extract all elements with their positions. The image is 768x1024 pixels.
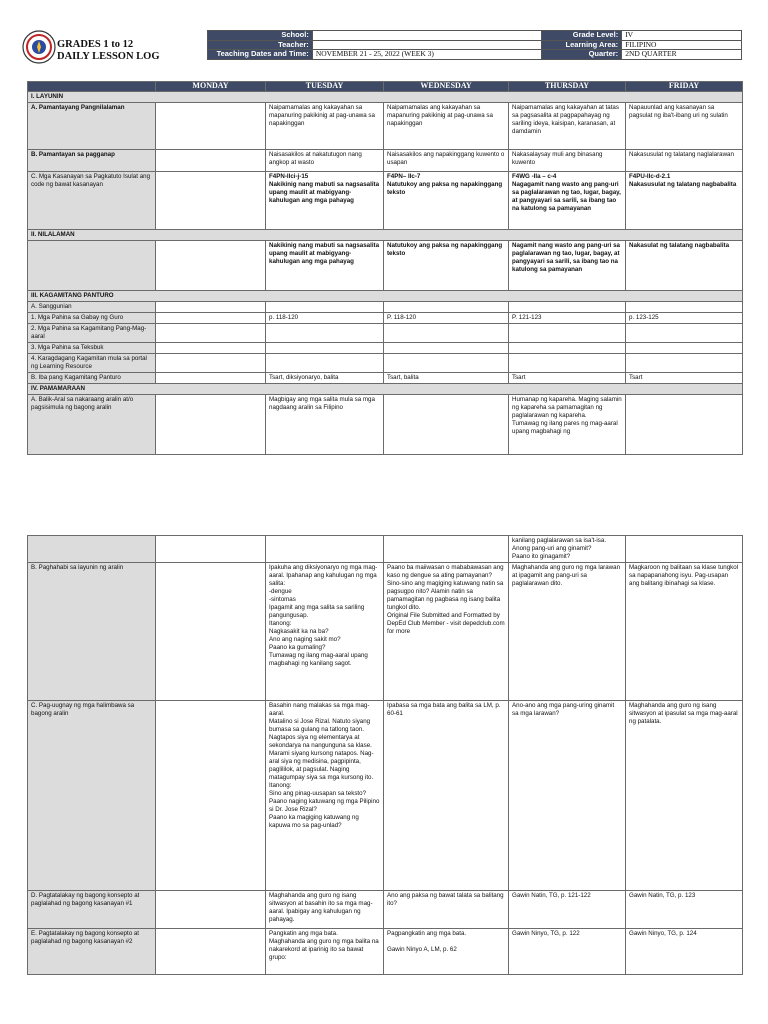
day-monday: MONDAY [156, 82, 266, 92]
quarter-value: 2ND QUARTER [622, 50, 742, 60]
row-label-iba-pang-kagamitan: B. Iba pang Kagamitang Panturo [28, 373, 156, 384]
deped-seal-icon [22, 30, 56, 64]
cell: Maghahanda ang guro ng isang sitwasyon at ipasulat sa mga mag-aaral ng patalata. [626, 701, 743, 891]
cell: Nakasalaysay muli ang binasang kuwento [509, 150, 626, 172]
cell [156, 536, 266, 563]
cell: Maghahanda ang guro ng mga larawan at ipagamit ang pang-uri sa paglalarawan dito. [509, 563, 626, 701]
cell: p. 118-120 [266, 313, 384, 324]
cell: Gawin Ninyo, TG, p. 124 [626, 929, 743, 975]
cell [156, 324, 266, 343]
cell: Basahin nang malakas sa mga mag-aaral. Matalino si Jose Rizal. Natuto siyang bumasa sa gulang na tatlong taon. Nagtapos siya ng elementarya at sekondarya na nangunguna sa klase. Marami siyang kursong natapos. Nag-aral siya ng medisina, pagpipinta, paglililok, at pagsulat. Naging matagumpay siya sa mga kursong ito. Itanong: Sino ang pinag-uusapan sa teksto? Paano naging katuwang ng mga Pilipino si Dr. Jose Rizal? Paano ka magiging katuwang ng kapuwa mo sa pag-unlad? [266, 701, 384, 891]
cell: Pagpangkatin ang mga bata. Gawin Ninyo A, LM, p. 62 [384, 929, 509, 975]
cell [156, 701, 266, 891]
cell [626, 536, 743, 563]
cell: Maghahanda ang guro ng isang sitwasyon at basahin ito sa mga mag-aaral. Ipabigay ang kahulugan ng pahayag. [266, 891, 384, 929]
cell [156, 373, 266, 384]
section-kagamitan: III. KAGAMITANG PANTURO [28, 291, 743, 302]
cell: P. 121-123 [509, 313, 626, 324]
cell [156, 395, 266, 455]
row-label-paghahabi: B. Paghahabi sa layunin ng aralin [28, 563, 156, 701]
cell: F4PN-IIci-j-15 Nakikinig nang mabuti sa nagsasalita upang maulit at mabigyang-kahulugan ang mga pahayag [266, 172, 384, 230]
area-value: FILIPINO [622, 40, 742, 50]
row-label-pagtatalakay-2: E. Pagtatalakay ng bagong konsepto at paglalahad ng bagong kasanayan #2 [28, 929, 156, 975]
teacher-label: Teacher: [208, 40, 313, 50]
row-label-learning-resource: 4. Karagdagang Kagamitan mula sa portal ng Learning Resource [28, 354, 156, 373]
cell: Magkaroon ng balitaan sa klase tungkol sa napapanahong isyu. Pag-usapan ang balitang ibinahagi sa klase. [626, 563, 743, 701]
row-label-kagamitang-mag-aaral: 2. Mga Pahina sa Kagamitang Pang-Mag-aaral [28, 324, 156, 343]
row-label-teksbuk: 3. Mga Pahina sa Teksbuk [28, 343, 156, 354]
row-label-pag-uugnay: C. Pag-uugnay ng mga halimbawa sa bagong aralin [28, 701, 156, 891]
page-1 [0, 0, 768, 470]
day-tuesday: TUESDAY [266, 82, 384, 92]
cell: Natutukoy ang paksa ng napakinggang teksto [384, 241, 509, 291]
day-thursday: THURSDAY [509, 82, 626, 92]
cell: Naipamamalas ang kakayahan sa mapanuring pakikinig at pag-unawa sa napakinggan [384, 103, 509, 150]
cell: Pangkatin ang mga bata. Maghahanda ang guro ng mga balita na nakarekord at iparinig ito sa bawat grupo: [266, 929, 384, 975]
cell [384, 302, 509, 313]
cell [509, 354, 626, 373]
cell [156, 172, 266, 230]
cell: Nakasusulat ng talatang naglalarawan [626, 150, 743, 172]
quarter-label: Quarter: [542, 50, 622, 60]
cell [384, 343, 509, 354]
cell [266, 354, 384, 373]
section-nilalaman: II. NILALAMAN [28, 230, 743, 241]
cell: F4PU-IIc-d-2.1 Nakasusulat ng talatang nagbabalita [626, 172, 743, 230]
row-label-sanggunian: A. Sanggunian [28, 302, 156, 313]
lesson-log-table-page-1 [27, 81, 743, 455]
cell: Nakasulat ng talatang nagbabalita [626, 241, 743, 291]
cell [156, 343, 266, 354]
cell [156, 302, 266, 313]
cell [156, 354, 266, 373]
page-2 [0, 527, 768, 1024]
row-label-kasanayan: C. Mga Kasanayan sa Pagkatuto Isulat ang code ng bawat kasanayan [28, 172, 156, 230]
school-value [312, 31, 542, 41]
row-label-continued [28, 536, 156, 563]
cell: F4WG -IIa – c-4 Nagagamit nang wasto ang pang-uri sa paglalarawan ng tao, lugar, bagay, at pangyayari sa sarili, sa ibang tao na katulong sa pamayanan [509, 172, 626, 230]
lesson-log-table-page-2 [27, 535, 743, 975]
grade-label: Grade Level: [542, 31, 622, 41]
cell: kanilang paglalarawan sa isa't-isa. Anong pang-uri ang ginamit? Paano ito ginagamit? [509, 536, 626, 563]
cell [156, 929, 266, 975]
cell: Magbigay ang mga salita mula sa mga nagdaang aralin sa Filipino [266, 395, 384, 455]
cell [626, 343, 743, 354]
cell: Tsart, diksiyonaryo, balita [266, 373, 384, 384]
cell [156, 150, 266, 172]
cell [156, 241, 266, 291]
cell: Gawin Ninyo, TG, p. 122 [509, 929, 626, 975]
cell [156, 563, 266, 701]
cell: P. 118-120 [384, 313, 509, 324]
title-line-1: GRADES 1 to 12 [57, 39, 134, 50]
cell: Tsart, balita [384, 373, 509, 384]
section-pamamaraan: IV. PAMAMARAAN [28, 384, 743, 395]
corner-cell [28, 82, 156, 92]
cell: p. 123-125 [626, 313, 743, 324]
cell: F4PN– IIc-7 Natutukoy ang paksa ng napakinggang teksto [384, 172, 509, 230]
cell: Ipabasa sa mga bata ang balita sa LM, p. 60-61 [384, 701, 509, 891]
dates-label: Teaching Dates and Time: [208, 50, 313, 60]
cell: Naisasakilos at nakatutugon nang angkop at wasto [266, 150, 384, 172]
row-label-gabay-guro: 1. Mga Pahina sa Gabay ng Guro [28, 313, 156, 324]
cell [384, 324, 509, 343]
cell [626, 354, 743, 373]
cell [156, 103, 266, 150]
cell: Nakikinig nang mabuti sa nagsasalita upang maulit at mabigyang-kahulugan ang mga pahayag [266, 241, 384, 291]
cell [266, 343, 384, 354]
document-title [57, 39, 160, 63]
cell [266, 536, 384, 563]
row-label-pamantayan-pagganap: B. Pamantayan sa pagganap [28, 150, 156, 172]
cell [626, 395, 743, 455]
cell [626, 302, 743, 313]
cell [266, 302, 384, 313]
cell: Naipamamalas ang kakayahan sa mapanuring pakikinig at pag-unawa sa napakinggan [266, 103, 384, 150]
cell [156, 891, 266, 929]
cell: Gawin Natin, TG, p. 123 [626, 891, 743, 929]
cell [156, 313, 266, 324]
cell: Naipamamalas ang kakayahan at tatas sa pagsasalita at pagpapahayag ng sariling ideya, kaisipan, karanasan, at damdamin [509, 103, 626, 150]
cell [509, 302, 626, 313]
cell: Tsart [509, 373, 626, 384]
grade-value: IV [622, 31, 742, 41]
row-label-pamantayang-pangnilalaman: A. Pamantayang Pangnilalaman [28, 103, 156, 150]
row-label-nilalaman [28, 241, 156, 291]
cell: Ano-ano ang mga pang-uring ginamit sa mga larawan? [509, 701, 626, 891]
cell: Nagamit nang wasto ang pang-uri sa paglalarawan ng tao, lugar, bagay, at pangyayari sa sarili, sa ibang tao na katulong sa pamayanan [509, 241, 626, 291]
cell [384, 395, 509, 455]
area-label: Learning Area: [542, 40, 622, 50]
cell: Tsart [626, 373, 743, 384]
cell: Ipakuha ang diksiyonaryo ng mga mag-aaral. Ipahanap ang kahulugan ng mga salita: -dengue -sintomas Ipagamit ang mga salita sa sariling pangungusap. Itanong: Nagkasakit ka na ba? Ano ang naging sakit mo? Paano ka gumaling? Tumawag ng ilang mag-aaral upang magbahagi ng kanilang sagot. [266, 563, 384, 701]
row-label-balik-aral: A. Balik-Aral sa nakaraang aralin at/o pagsisimula ng bagong aralin [28, 395, 156, 455]
cell [384, 354, 509, 373]
section-layunin: I. LAYUNIN [28, 92, 743, 103]
cell [266, 324, 384, 343]
day-wednesday: WEDNESDAY [384, 82, 509, 92]
school-label: School: [208, 31, 313, 41]
cell [509, 324, 626, 343]
row-label-pagtatalakay-1: D. Pagtatalakay ng bagong konsepto at paglalahad ng bagong kasanayan #1 [28, 891, 156, 929]
cell: Ano ang paksa ng bawat talata sa balitang ito? [384, 891, 509, 929]
cell [384, 536, 509, 563]
cell [509, 343, 626, 354]
cell: Gawin Natin, TG, p. 121-122 [509, 891, 626, 929]
cell: Humanap ng kapareha. Maging salamin ng kapareha sa pamamagitan ng paglalarawan ng kapareha. Tumawag ng ilang pares ng mag-aaral upang magbahagi ng [509, 395, 626, 455]
title-line-2: DAILY LESSON LOG [57, 51, 160, 62]
dates-value: NOVEMBER 21 - 25, 2022 (WEEK 3) [312, 50, 542, 60]
cell: Naisasakilos ang napakinggang kuwento o usapan [384, 150, 509, 172]
cell: Napauunlad ang kasanayan sa pagsulat ng iba't-ibang uri ng sulatin [626, 103, 743, 150]
cell: Paano ba maiiwasan o mababawasan ang kaso ng dengue sa ating pamayanan? Sino-sino ang magiging katuwang natin sa pagsugpo nito? Alamin natin sa pamamagitan ng pagbasa ng isang balita tungkol dito. Original File Submitted and Formatted by DepEd Club Member - visit depedclub.com for more [384, 563, 509, 701]
header-info-table [207, 30, 742, 60]
cell [626, 324, 743, 343]
day-friday: FRIDAY [626, 82, 743, 92]
